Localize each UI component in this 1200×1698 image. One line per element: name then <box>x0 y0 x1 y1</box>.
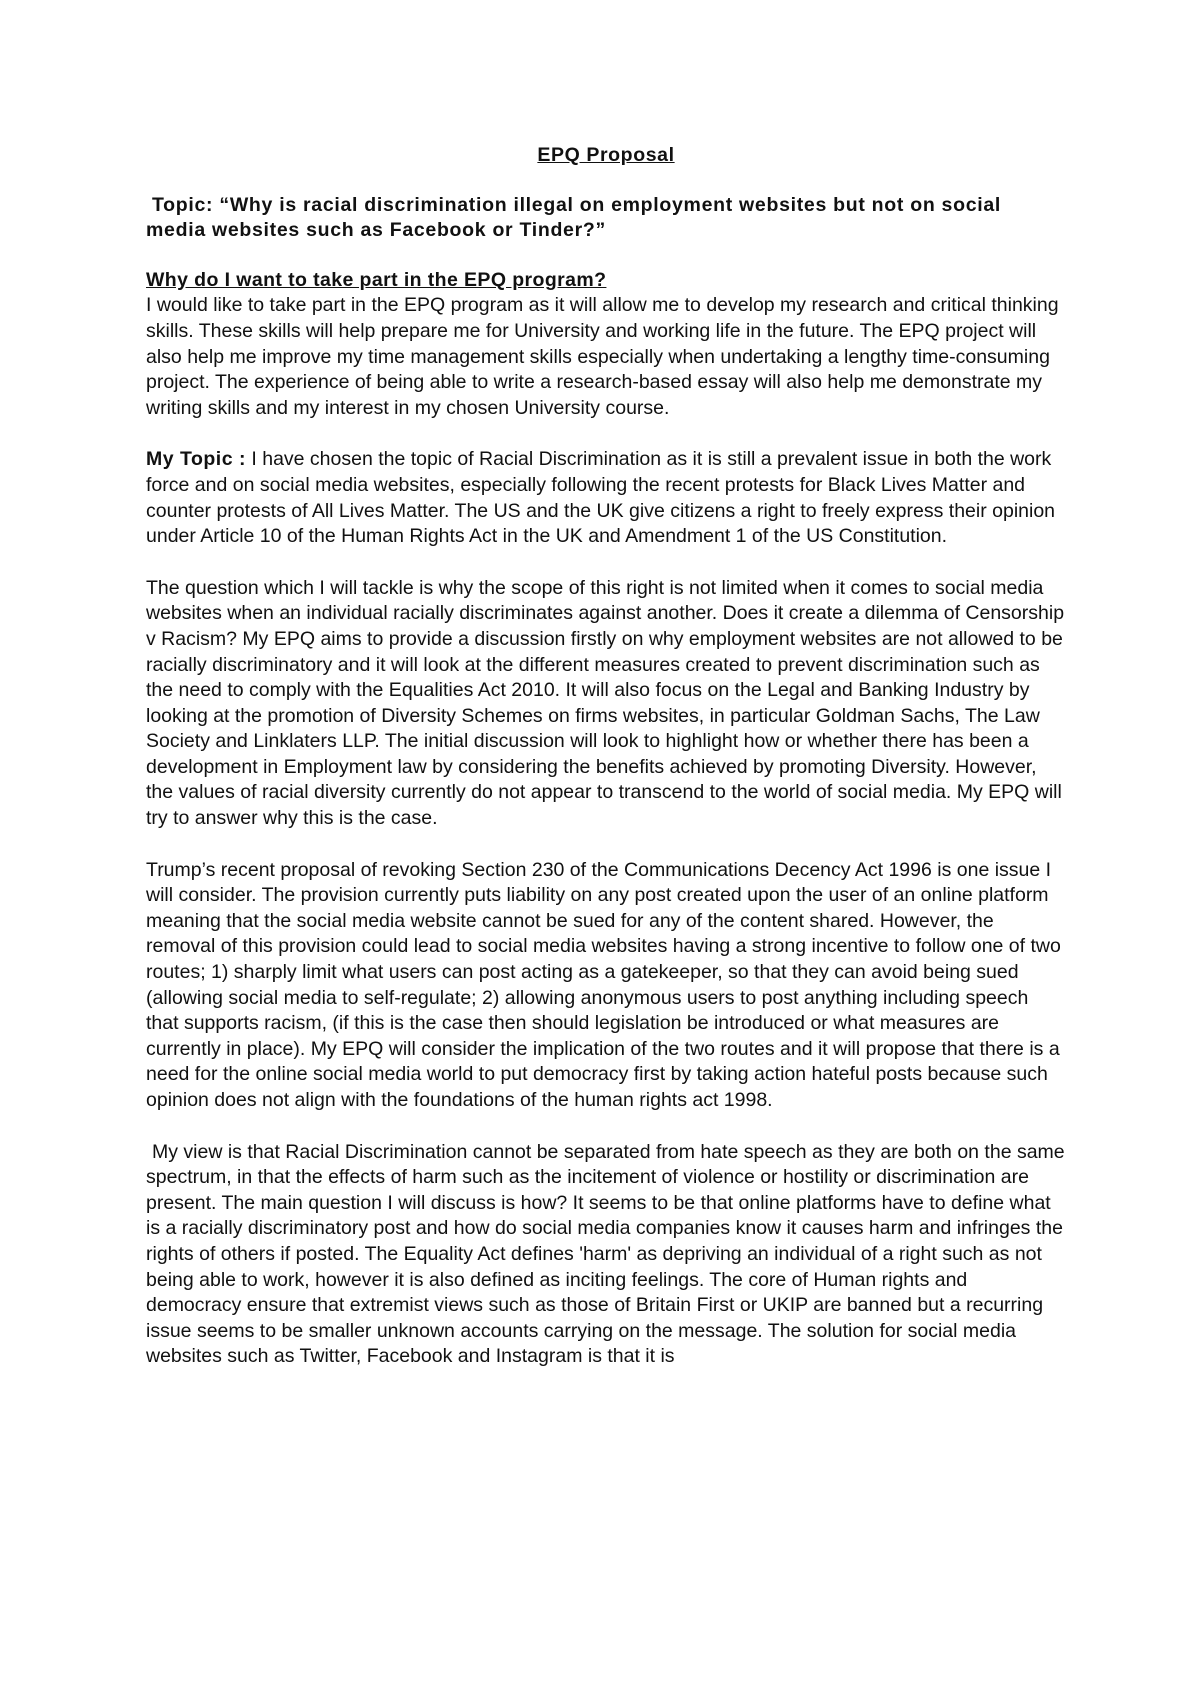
topic-block <box>146 193 1066 244</box>
my-topic-paragraph <box>146 447 1066 549</box>
view-paragraph: My view is that Racial Discrimination cannot be separated from hate speech as they are both on the same spectrum, in that the effects of harm such as the incitement of violence or hostility or discrimination are present. The main question I will discuss is how? It seems to be that online platforms have to define what is a racially discriminatory post and how do social media companies know it causes harm and infringes the rights of others if posted. The Equality Act defines 'harm' as depriving an individual of a right such as not being able to work, however it is also defined as inciting feelings. The core of Human rights and democracy ensure that extremist views such as those of Britain First or UKIP are banned but a recurring issue seems to be smaller unknown accounts carrying on the message. The solution for social media websites such as Twitter, Facebook and Instagram is that it is <box>146 1140 1065 1368</box>
why-heading: Why do I want to take part in the EPQ program? <box>146 268 607 291</box>
topic-label: Topic: <box>152 193 214 216</box>
document-title: EPQ Proposal <box>537 144 675 166</box>
question-paragraph: The question which I will tackle is why the scope of this right is not limited when it comes to social media websites when an individual racially discriminates against another. Does it create a dilemma of Censorship v Racism? My EPQ aims to provide a discussion firstly on why employment websites are not allowed to be racially discriminatory and it will look at the different measures created to prevent discrimination such as the need to comply with the Equalities Act 2010. It will also focus on the Legal and Banking Industry by looking at the promotion of Diversity Schemes on firms websites, in particular Goldman Sachs, The Law Society and Linklaters LLP. The initial discussion will look to highlight how or whether there has been a development in Employment law by considering the benefits achieved by promoting Diversity. However, the values of racial diversity currently do not appear to transcend to the world of social media. My EPQ will try to answer why this is the case. <box>146 576 1065 830</box>
trump-paragraph: Trump’s recent proposal of revoking Section 230 of the Communications Decency Act 1996 is one issue I will consider. The provision currently puts liability on any post created upon the user of an online platform meaning that the social media website cannot be sued for any of the content shared. However, the removal of this provision could lead to social media websites having a strong incentive to follow one of two routes; 1) sharply limit what users can post acting as a gatekeeper, so that they can avoid being sued (allowing social media to self-regulate; 2) allowing anonymous users to post anything including speech that supports racism, (if this is the case then should legislation be introduced or what measures are currently in place). My EPQ will consider the implication of the two routes and it will propose that there is a need for the online social media world to put democracy first by taking action hateful posts because such opinion does not align with the foundations of the human rights act 1998. <box>146 858 1061 1111</box>
why-paragraph: I would like to take part in the EPQ program as it will allow me to develop my research and critical thinking skills. These skills will help prepare me for University and working life in the future. The EPQ project will also help me improve my time management skills especially when undertaking a lengthy time-consuming project. The experience of being able to write a research-based essay will also help me demonstrate my writing skills and my interest in my chosen University course. <box>146 294 1059 419</box>
my-topic-text: I have chosen the topic of Racial Discrimination as it is still a prevalent issue in both the work force and on social media websites, especially following the recent protests for Black Lives Matter and counter protests of All Lives Matter. The US and the UK give citizens a right to freely express their opinion under Article 10 of the Human Rights Act in the UK and Amendment 1 of the US Constitution. <box>146 448 1056 548</box>
document-page <box>146 143 1066 1396</box>
my-topic-label: My Topic : <box>146 448 246 471</box>
topic-text: “Why is racial discrimination illegal on employment websites but not on social media websites such as Facebook or Tinder?” <box>146 193 1002 242</box>
